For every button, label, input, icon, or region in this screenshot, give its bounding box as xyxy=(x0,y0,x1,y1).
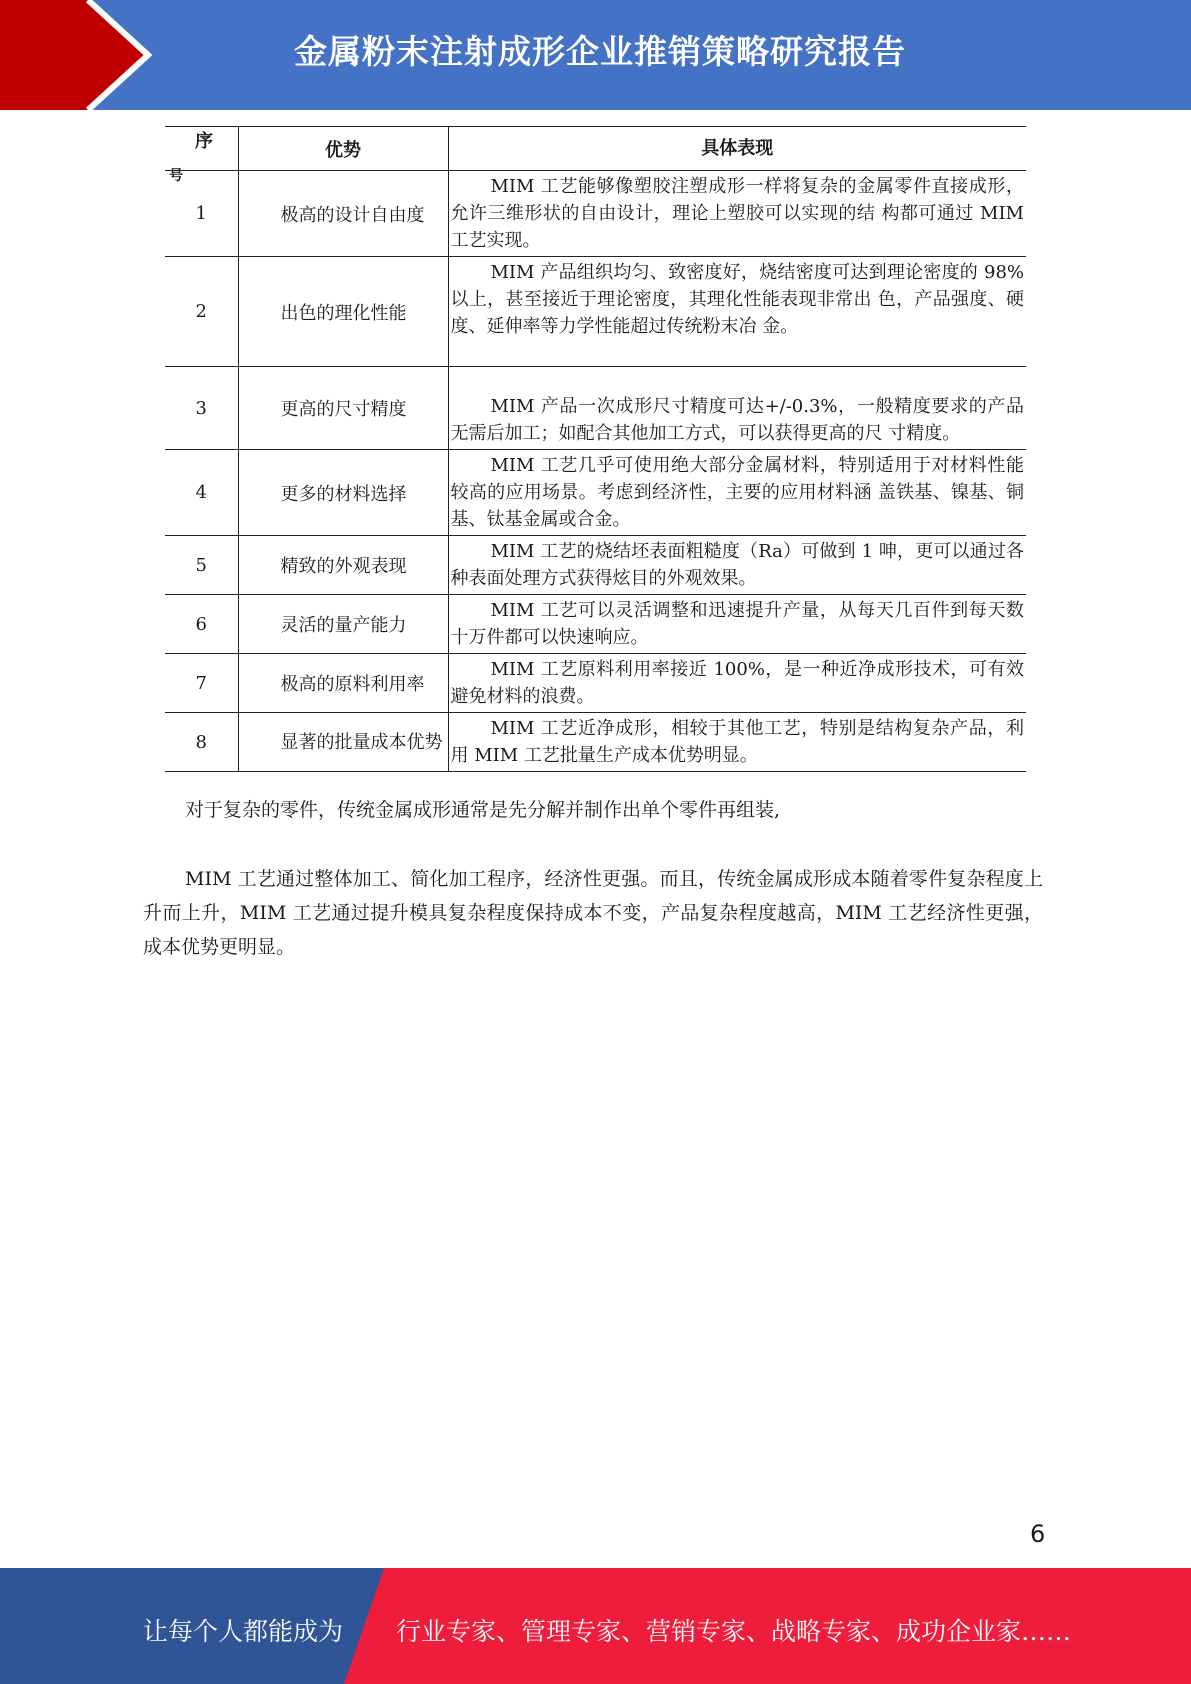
advantages-table xyxy=(165,126,1026,772)
report-title: 金属粉末注射成形企业推销策略研究报告 xyxy=(294,32,906,71)
table-row xyxy=(165,450,1026,536)
row-num: 8 xyxy=(165,713,238,772)
row-description: MIM 工艺近净成形，相较于其他工艺，特别是结构复杂产品，利用 MIM 工艺批量生产成本优势明显。 xyxy=(448,713,1026,772)
table-row xyxy=(165,536,1026,595)
row-advantage: 更高的尺寸精度 xyxy=(238,367,448,450)
row-description: MIM 工艺能够像塑胶注塑成形一样将复杂的金属零件直接成形，允许三维形状的自由设计，理论上塑胶可以实现的结 构都可通过 MIM 工艺实现。 xyxy=(448,171,1026,257)
table-row xyxy=(165,367,1026,450)
row-advantage: 极高的原料利用率 xyxy=(238,654,448,713)
row-advantage: 灵活的量产能力 xyxy=(238,595,448,654)
page-footer xyxy=(0,1568,1191,1684)
paragraph-mim-economics: MIM 工艺通过整体加工、简化加工程序，经济性更强。而且，传统金属成形成本随着零件复杂程度上升而上升，MIM 工艺通过提升模具复杂程度保持成本不变，产品复杂程度越高，MIM 工艺经济性更强，成本优势更明显。 xyxy=(143,868,1043,958)
row-advantage: 极高的设计自由度 xyxy=(238,171,448,257)
row-description: MIM 工艺原料利用率接近 100%，是一种近净成形技术，可有效避免材料的浪费。 xyxy=(448,654,1026,713)
row-description: MIM 工艺的烧结坯表面粗糙度（Ra）可做到 1 呻，更可以通过各种表面处理方式获得炫目的外观效果。 xyxy=(448,536,1026,595)
row-num: 6 xyxy=(165,595,238,654)
row-num: 5 xyxy=(165,536,238,595)
table-row xyxy=(165,713,1026,772)
paragraph-complex-parts: 对于复杂的零件，传统金属成形通常是先分解并制作出单个零件再组装, xyxy=(185,799,781,821)
table-row xyxy=(165,595,1026,654)
row-description: MIM 工艺几乎可使用绝大部分金属材料，特别适用于对材料性能较高的应用场景。考虑到经济性，主要的应用材料涵 盖铁基、镍基、铜基、钛基金属或合金。 xyxy=(448,450,1026,536)
footer-slogan-right: 行业专家、管理专家、营销专家、战略专家、成功企业家…… xyxy=(396,1617,1072,1646)
row-description: MIM 产品组织均匀、致密度好，烧结密度可达到理论密度的 98%以上，甚至接近于理论密度，其理化性能表现非常出 色，产品强度、硬度、延伸率等力学性能超过传统粉末冶 金。 xyxy=(448,257,1026,367)
row-num: 1 xyxy=(165,171,238,257)
row-num: 7 xyxy=(165,654,238,713)
header-description: 具体表现 xyxy=(448,127,1026,171)
row-num: 3 xyxy=(165,367,238,450)
table-row xyxy=(165,171,1026,257)
header-num: 序 号 xyxy=(165,127,238,171)
table-header-row xyxy=(165,127,1026,171)
footer-slogan-left: 让每个人都能成为 xyxy=(143,1617,344,1646)
page-header xyxy=(0,0,1191,110)
table-row xyxy=(165,257,1026,367)
header-num-overflow: 号 xyxy=(169,168,183,184)
row-num: 4 xyxy=(165,450,238,536)
row-num: 2 xyxy=(165,257,238,367)
row-advantage: 显著的批量成本优势 xyxy=(238,713,448,772)
table-row xyxy=(165,654,1026,713)
row-description: MIM 工艺可以灵活调整和迅速提升产量，从每天几百件到每天数十万件都可以快速响应。 xyxy=(448,595,1026,654)
row-advantage: 更多的材料选择 xyxy=(238,450,448,536)
row-advantage: 精致的外观表现 xyxy=(238,536,448,595)
page-number: 6 xyxy=(1030,1520,1046,1548)
row-description: MIM 产品一次成形尺寸精度可达+/-0.3%，一般精度要求的产品无需后加工；如配合其他加工方式，可以获得更高的尺 寸精度。 xyxy=(448,367,1026,450)
header-advantage: 优势 xyxy=(238,127,448,171)
row-advantage: 出色的理化性能 xyxy=(238,257,448,367)
